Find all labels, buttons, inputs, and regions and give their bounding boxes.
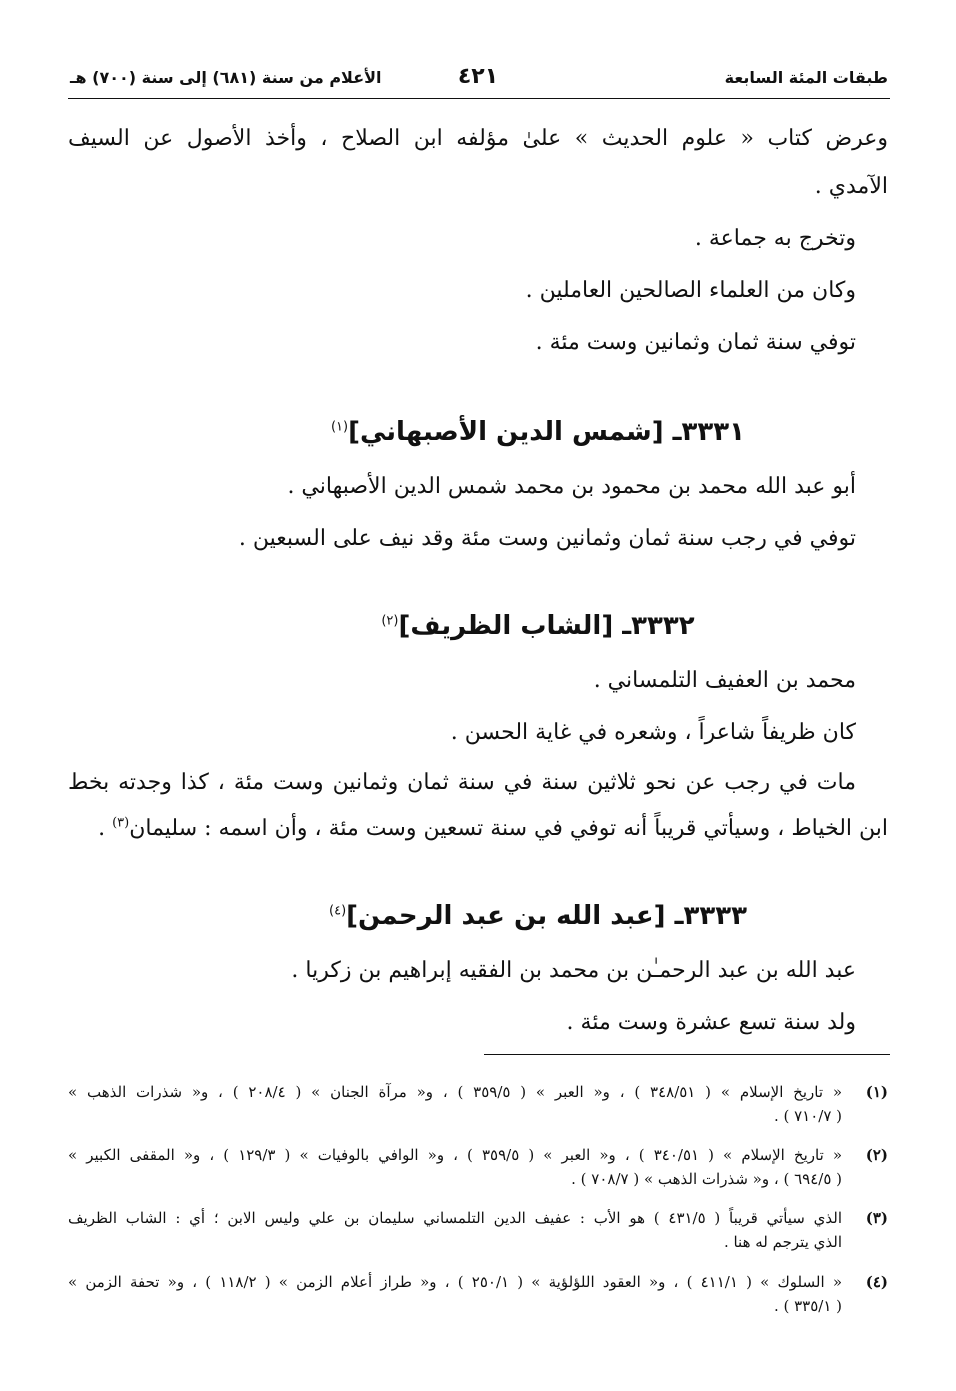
footnote-ref: (١): [330, 419, 349, 435]
footnote-ref: (٣): [112, 815, 130, 831]
entry-title: [60, 898, 896, 934]
entry-title: [60, 608, 896, 644]
header-rule: [68, 98, 890, 99]
body-line: كان ظريفاً شاعراً ، وشعره في غاية الحسن .: [450, 720, 856, 745]
footnote: [68, 1270, 888, 1318]
footnote-number: (٣): [865, 1209, 888, 1227]
footnote-number: (١): [865, 1083, 888, 1101]
body-line: مات في رجب عن نحو ثلاثين سنة في سنة ثمان وثمانين وست مئة ، كذا وجدته بخط: [68, 770, 856, 795]
body-line: توفي في رجب سنة ثمان وثمانين وست مئة وقد نيف على السبعين .: [238, 526, 856, 551]
body-line: توفي سنة ثمان وثمانين وست مئة .: [535, 330, 856, 355]
footnote-text: « السلوك » ( ٤١١/١ ) ، و« العقود اللؤلؤية » ( ٢٥٠/١ ) ، و« طراز أعلام الزمن » ( ١١٨/٢ ) ، و« تحفة الزمن »: [68, 1273, 842, 1291]
body-line: ولد سنة تسع عشرة وست مئة .: [566, 1010, 856, 1035]
footnote-text: الذي يترجم له هنا .: [723, 1233, 842, 1251]
footnote: [68, 1206, 888, 1254]
body-line: الآمدي .: [814, 174, 888, 199]
footnote: [68, 1143, 888, 1191]
body-line: [68, 814, 888, 844]
footnote: [68, 1080, 888, 1128]
entry-title: [60, 414, 896, 450]
footnote-text: ( ٣٣٥/١ ) .: [773, 1297, 842, 1315]
header-period-title: الأعلام من سنة (٦٨١) إلى سنة (٧٠٠) هـ: [70, 68, 382, 87]
body-line-end: .: [98, 816, 113, 841]
footnote-ref: (٤): [329, 903, 347, 919]
body-line: وتخرج به جماعة .: [694, 226, 856, 251]
body-line: وكان من العلماء الصالحين العاملين .: [525, 278, 856, 303]
footnote-number: (٤): [865, 1273, 888, 1291]
footnote-text: ( ٧١٠/٧ ) .: [773, 1107, 842, 1125]
footnote-text: « تاريخ الإسلام » ( ٣٤٨/٥١ ) ، و« العبر » ( ٣٥٩/٥ ) ، و« مرآة الجنان » ( ٢٠٨/٤ ) ، و« شذرات الذهب »: [68, 1083, 843, 1101]
book-page: [60, 0, 896, 1391]
footnote-ref: (٢): [381, 613, 399, 629]
body-line: أبو عبد الله محمد بن محمود بن محمد شمس الدين الأصبهاني .: [287, 474, 856, 499]
body-line-text: ابن الخياط ، وسيأتي قريباً أنه توفي في سنة تسعين وست مئة ، وأن اسمه : سليمان: [129, 816, 888, 841]
running-header: [60, 64, 896, 94]
body-line: وعرض كتاب « علوم الحديث » علىٰ مؤلفه ابن الصلاح ، وأخذ الأصول عن السيف: [68, 126, 888, 151]
body-line: محمد بن العفيف التلمساني .: [593, 668, 856, 693]
footnote-rule: [484, 1054, 890, 1055]
entry-title-text: ٣٣٣٣ـ [عبد الله بن عبد الرحمن]: [346, 901, 747, 931]
entry-title-text: ٣٣٣١ـ [شمس الدين الأصبهاني]: [348, 417, 746, 447]
footnote-number: (٢): [865, 1146, 888, 1164]
entry-title-text: ٣٣٣٢ـ [الشاب الظريف]: [398, 611, 695, 641]
footnote-text: ( ٦٩٤/٥ ) ، و« شذرات الذهب » ( ٧٠٨/٧ ) .: [571, 1170, 842, 1188]
header-section-title: طبقات المئة السابعة: [724, 68, 888, 87]
page-number: ٤٢١: [457, 64, 499, 89]
body-line: عبد الله بن عبد الرحمـٰن بن محمد بن الفقيه إبراهيم بن زكريا .: [291, 958, 856, 983]
footnote-text: « تاريخ الإسلام » ( ٣٤٠/٥١ ) ، و« العبر » ( ٣٥٩/٥ ) ، و« الوافي بالوفيات » ( ١٢٩/٣ ) ، و« المقفى الكبير »: [68, 1146, 843, 1164]
footnote-text: الذي سيأتي قريباً ( ٤٣١/٥ ) هو الأب : عفيف الدين التلمساني سليمان بن علي وليس الابن ؛ أي : الشاب الظريف: [68, 1209, 842, 1227]
